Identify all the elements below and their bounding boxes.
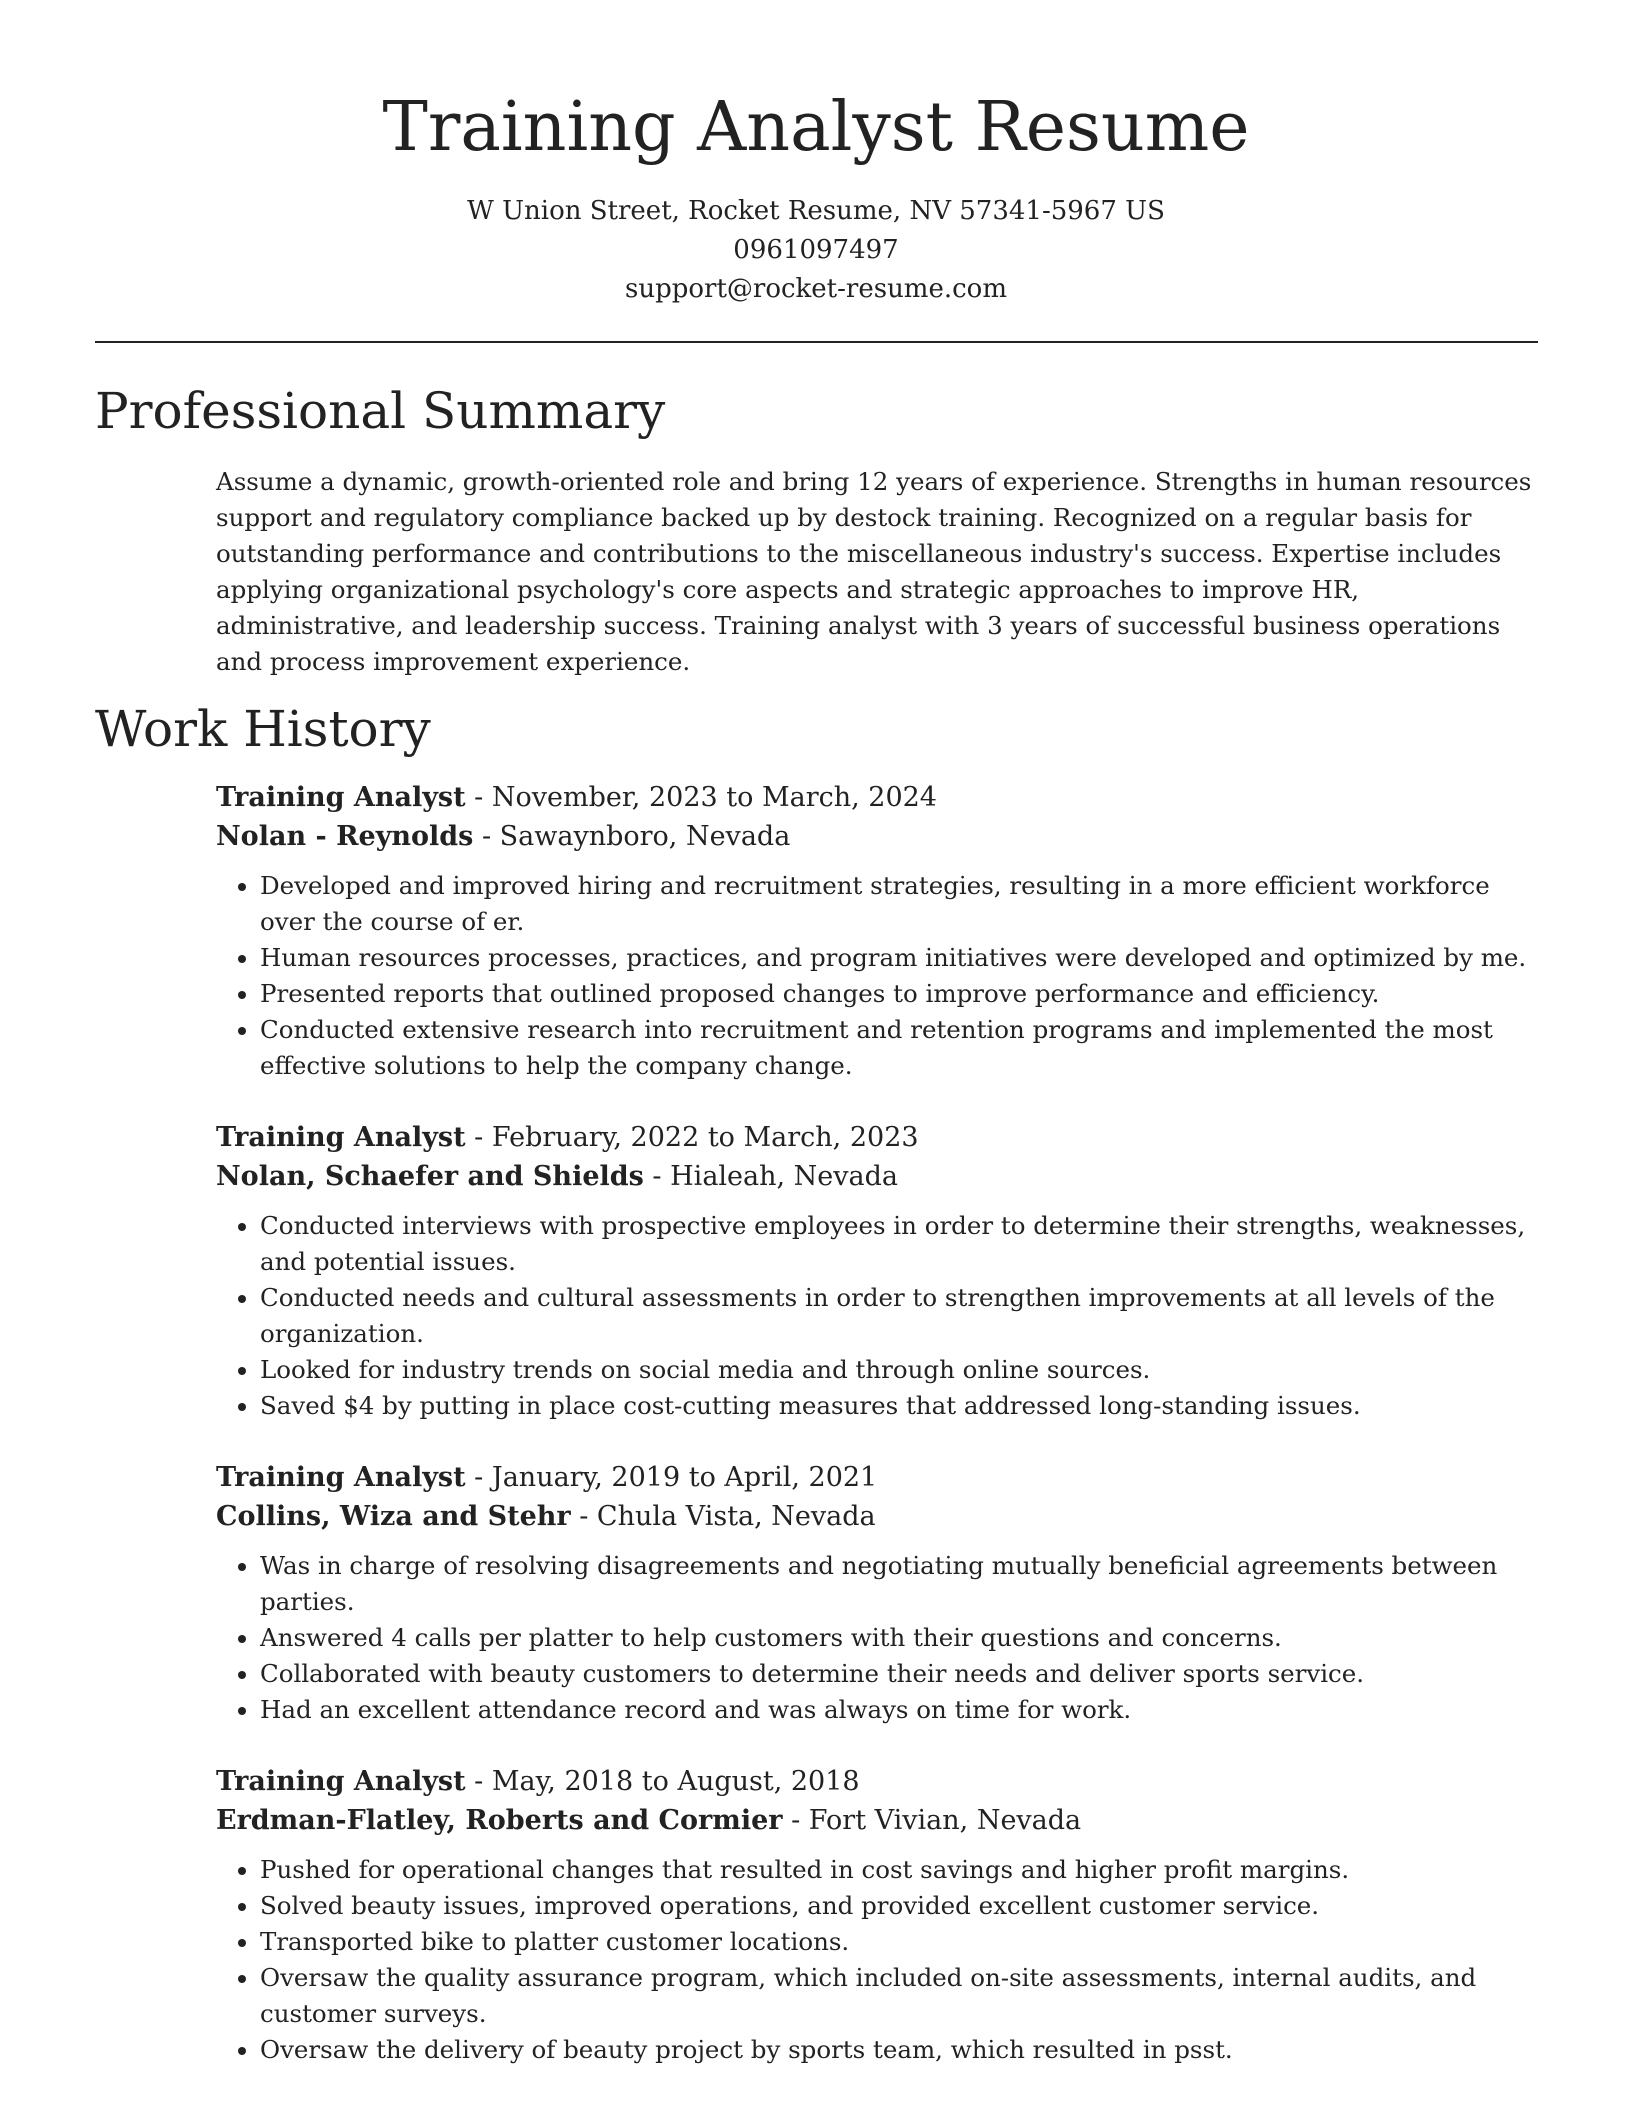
job-title: Training Analyst xyxy=(216,1766,466,1797)
job-entry xyxy=(216,1458,1538,1728)
job-bullet: • Saved $4 by putting in place cost-cutting measures that addressed long-standing issues. xyxy=(260,1388,1538,1424)
job-dates: - November, 2023 to March, 2024 xyxy=(465,782,937,813)
job-bullets xyxy=(216,1548,1538,1728)
job-company: Collins, Wiza and Stehr xyxy=(216,1501,571,1532)
job-bullet: • Had an excellent attendance record and was always on time for work. xyxy=(260,1692,1538,1728)
summary-text: Assume a dynamic, growth-oriented role and bring 12 years of experience. Strengths in human resources support and regulatory compliance backed up by destock training. Recognized on a regular basis for outstanding performance and contributions to the miscellaneous industry's success. Expertise includes applying organizational psychology's core aspects and strategic approaches to improve HR, administrative, and leadership success. Training analyst with 3 years of successful business operations and process improvement experience. xyxy=(216,467,1532,676)
contact-block xyxy=(0,192,1632,309)
job-company-line xyxy=(216,1157,1538,1196)
job-bullet: • Transported bike to platter customer locations. xyxy=(260,1924,1538,1960)
job-bullet: • Conducted interviews with prospective employees in order to determine their strengths, weaknesses, and potential issues. xyxy=(260,1208,1538,1280)
contact-address: W Union Street, Rocket Resume, NV 57341-5967 US xyxy=(467,196,1165,226)
resume-title: Training Analyst Resume xyxy=(382,88,1250,167)
job-title-line xyxy=(216,1458,1538,1497)
job-entry xyxy=(216,1762,1538,2068)
job-bullet: • Conducted needs and cultural assessments in order to strengthen improvements at all levels of the organization. xyxy=(260,1280,1538,1352)
job-company: Nolan - Reynolds xyxy=(216,821,474,852)
job-location: - Fort Vivian, Nevada xyxy=(782,1805,1082,1836)
contact-email: support@rocket-resume.com xyxy=(624,274,1007,304)
job-bullets xyxy=(216,868,1538,1084)
job-bullet: • Was in charge of resolving disagreements and negotiating mutually beneficial agreements between parties. xyxy=(260,1548,1538,1620)
job-bullet: • Solved beauty issues, improved operations, and provided excellent customer service. xyxy=(260,1888,1538,1924)
job-bullet: • Oversaw the quality assurance program, which included on-site assessments, internal audits, and customer surveys. xyxy=(260,1960,1538,2032)
job-company: Nolan, Schaefer and Shields xyxy=(216,1161,644,1192)
job-bullet: • Answered 4 calls per platter to help customers with their questions and concerns. xyxy=(260,1620,1538,1656)
job-bullet: • Developed and improved hiring and recruitment strategies, resulting in a more efficient workforce over the course of er. xyxy=(260,868,1538,940)
summary-heading: Professional Summary xyxy=(95,382,666,440)
job-title: Training Analyst xyxy=(216,1462,466,1493)
contact-phone: 0961097497 xyxy=(733,235,899,265)
job-title-line xyxy=(216,1118,1538,1157)
job-company-line xyxy=(216,1497,1538,1536)
job-bullet: • Oversaw the delivery of beauty project by sports team, which resulted in psst. xyxy=(260,2032,1538,2068)
job-title: Training Analyst xyxy=(216,1122,466,1153)
job-company-line xyxy=(216,1801,1538,1840)
job-bullet: • Conducted extensive research into recruitment and retention programs and implemented the most effective solutions to help the company change. xyxy=(260,1012,1538,1084)
job-title-line xyxy=(216,778,1538,817)
job-title: Training Analyst xyxy=(216,782,466,813)
job-dates: - January, 2019 to April, 2021 xyxy=(465,1462,878,1493)
header-divider xyxy=(95,341,1538,343)
job-dates: - February, 2022 to March, 2023 xyxy=(465,1122,919,1153)
job-dates: - May, 2018 to August, 2018 xyxy=(465,1766,860,1797)
job-bullet: • Presented reports that outlined proposed changes to improve performance and efficiency. xyxy=(260,976,1538,1012)
job-company: Erdman-Flatley, Roberts and Cormier xyxy=(216,1805,783,1836)
job-bullet: • Collaborated with beauty customers to determine their needs and deliver sports service. xyxy=(260,1656,1538,1692)
work-history-heading: Work History xyxy=(95,700,431,758)
job-bullets xyxy=(216,1208,1538,1424)
job-bullet: • Pushed for operational changes that resulted in cost savings and higher profit margins. xyxy=(260,1852,1538,1888)
job-company-line xyxy=(216,817,1538,856)
job-location: - Sawaynboro, Nevada xyxy=(473,821,791,852)
job-entry xyxy=(216,1118,1538,1424)
job-location: - Chula Vista, Nevada xyxy=(570,1501,876,1532)
job-bullets xyxy=(216,1852,1538,2068)
job-location: - Hialeah, Nevada xyxy=(643,1161,899,1192)
job-bullet: • Looked for industry trends on social media and through online sources. xyxy=(260,1352,1538,1388)
job-bullet: • Human resources processes, practices, and program initiatives were developed and optimized by me. xyxy=(260,940,1538,976)
job-entry xyxy=(216,778,1538,1084)
job-title-line xyxy=(216,1762,1538,1801)
